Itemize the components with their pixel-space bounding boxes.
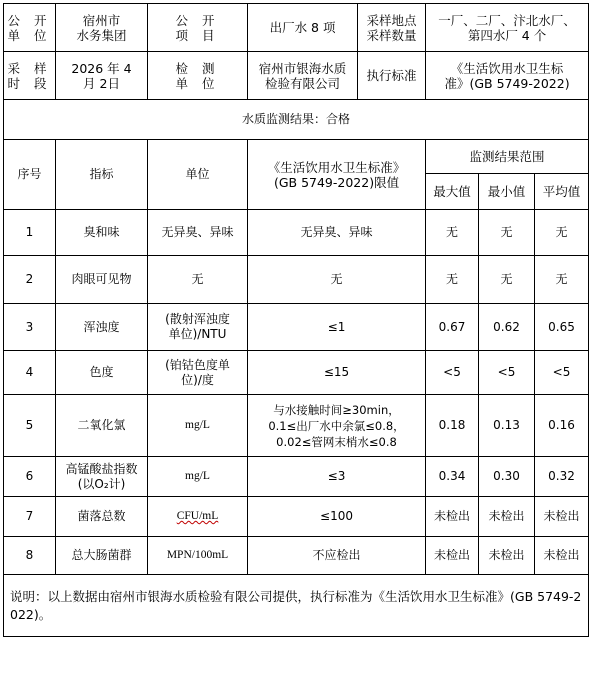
- period-value: 2026 年 4 月 2日: [56, 52, 148, 100]
- col-index: 序号: [4, 140, 56, 210]
- row-min: 无: [479, 256, 535, 304]
- row-indicator: 臭和味: [56, 210, 148, 256]
- col-limit: 《生活饮用水卫生标准》 (GB 5749-2022)限值: [248, 140, 426, 210]
- row-min: 无: [479, 210, 535, 256]
- row-avg: 0.65: [535, 304, 589, 351]
- row-max: 0.18: [426, 395, 479, 457]
- row-unit: mg/L: [148, 457, 248, 497]
- row-avg: 未检出: [535, 537, 589, 575]
- header-row-1: [4, 4, 589, 52]
- row-min: 未检出: [479, 537, 535, 575]
- table-row: [4, 537, 589, 575]
- row-indicator: 浑浊度: [56, 304, 148, 351]
- col-max: 最大值: [426, 174, 479, 210]
- row-indicator: 色度: [56, 351, 148, 395]
- row-indicator: 二氧化氯: [56, 395, 148, 457]
- table-row: [4, 457, 589, 497]
- row-index: 8: [4, 537, 56, 575]
- standard-value: 《生活饮用水卫生标 准》(GB 5749-2022): [426, 52, 589, 100]
- sampling-value: 一厂、二厂、汴北水厂、 第四水厂 4 个: [426, 4, 589, 52]
- row-limit: 无: [248, 256, 426, 304]
- result-text: 水质监测结果：合格: [4, 100, 589, 140]
- table-row: [4, 210, 589, 256]
- publisher-value: 宿州市 水务集团: [56, 4, 148, 52]
- row-max: <5: [426, 351, 479, 395]
- row-unit: MPN/100mL: [148, 537, 248, 575]
- row-min: 未检出: [479, 497, 535, 537]
- row-unit: (铂钴色度单 位)/度: [148, 351, 248, 395]
- row-max: 无: [426, 256, 479, 304]
- row-max: 0.67: [426, 304, 479, 351]
- row-limit: 与水接触时间≥30min， 0.1≤出厂水中余氯≤0.8， 0.02≤管网末梢水≤0.8: [248, 395, 426, 457]
- publisher-label: 公 开 单 位: [4, 4, 56, 52]
- row-unit: mg/L: [148, 395, 248, 457]
- row-avg: 0.32: [535, 457, 589, 497]
- row-avg: 无: [535, 256, 589, 304]
- report-table: [3, 3, 589, 637]
- row-min: 0.30: [479, 457, 535, 497]
- note-text: 说明：以上数据由宿州市银海水质检验有限公司提供，执行标准为《生活饮用水卫生标准》(GB 5749-2022)。: [4, 575, 589, 637]
- row-unit: CFU/mL: [148, 497, 248, 537]
- row-unit: (散射浑浊度 单位)/NTU: [148, 304, 248, 351]
- row-unit: 无: [148, 256, 248, 304]
- row-max: 未检出: [426, 537, 479, 575]
- col-avg: 平均值: [535, 174, 589, 210]
- row-indicator: 总大肠菌群: [56, 537, 148, 575]
- result-row: [4, 100, 589, 140]
- item-label: 公 开 项 目: [148, 4, 248, 52]
- row-index: 1: [4, 210, 56, 256]
- row-indicator: 高锰酸盐指数 (以O₂计): [56, 457, 148, 497]
- row-index: 5: [4, 395, 56, 457]
- lab-value: 宿州市银海水质 检验有限公司: [248, 52, 358, 100]
- column-header-row-1: [4, 140, 589, 174]
- lab-label: 检 测 单 位: [148, 52, 248, 100]
- note-row: [4, 575, 589, 637]
- table-row: [4, 395, 589, 457]
- header-row-2: [4, 52, 589, 100]
- row-limit: 不应检出: [248, 537, 426, 575]
- row-limit: ≤100: [248, 497, 426, 537]
- row-max: 0.34: [426, 457, 479, 497]
- row-indicator: 肉眼可见物: [56, 256, 148, 304]
- row-limit: ≤15: [248, 351, 426, 395]
- item-value: 出厂水 8 项: [248, 4, 358, 52]
- row-index: 2: [4, 256, 56, 304]
- sampling-label: 采样地点 采样数量: [358, 4, 426, 52]
- row-avg: 无: [535, 210, 589, 256]
- period-label: 采 样 时 段: [4, 52, 56, 100]
- row-min: 0.62: [479, 304, 535, 351]
- row-index: 6: [4, 457, 56, 497]
- standard-label: 执行标准: [358, 52, 426, 100]
- water-quality-report: [3, 3, 592, 637]
- row-limit: ≤3: [248, 457, 426, 497]
- row-max: 未检出: [426, 497, 479, 537]
- col-indicator: 指标: [56, 140, 148, 210]
- table-row: [4, 351, 589, 395]
- row-index: 7: [4, 497, 56, 537]
- col-range: 监测结果范围: [426, 140, 589, 174]
- row-avg: <5: [535, 351, 589, 395]
- row-limit: ≤1: [248, 304, 426, 351]
- row-index: 4: [4, 351, 56, 395]
- col-min: 最小值: [479, 174, 535, 210]
- table-row: [4, 304, 589, 351]
- row-min: <5: [479, 351, 535, 395]
- row-max: 无: [426, 210, 479, 256]
- row-unit: 无异臭、异味: [148, 210, 248, 256]
- table-row: [4, 497, 589, 537]
- row-indicator: 菌落总数: [56, 497, 148, 537]
- row-index: 3: [4, 304, 56, 351]
- row-avg: 0.16: [535, 395, 589, 457]
- row-avg: 未检出: [535, 497, 589, 537]
- table-row: [4, 256, 589, 304]
- col-unit: 单位: [148, 140, 248, 210]
- row-limit: 无异臭、异味: [248, 210, 426, 256]
- row-min: 0.13: [479, 395, 535, 457]
